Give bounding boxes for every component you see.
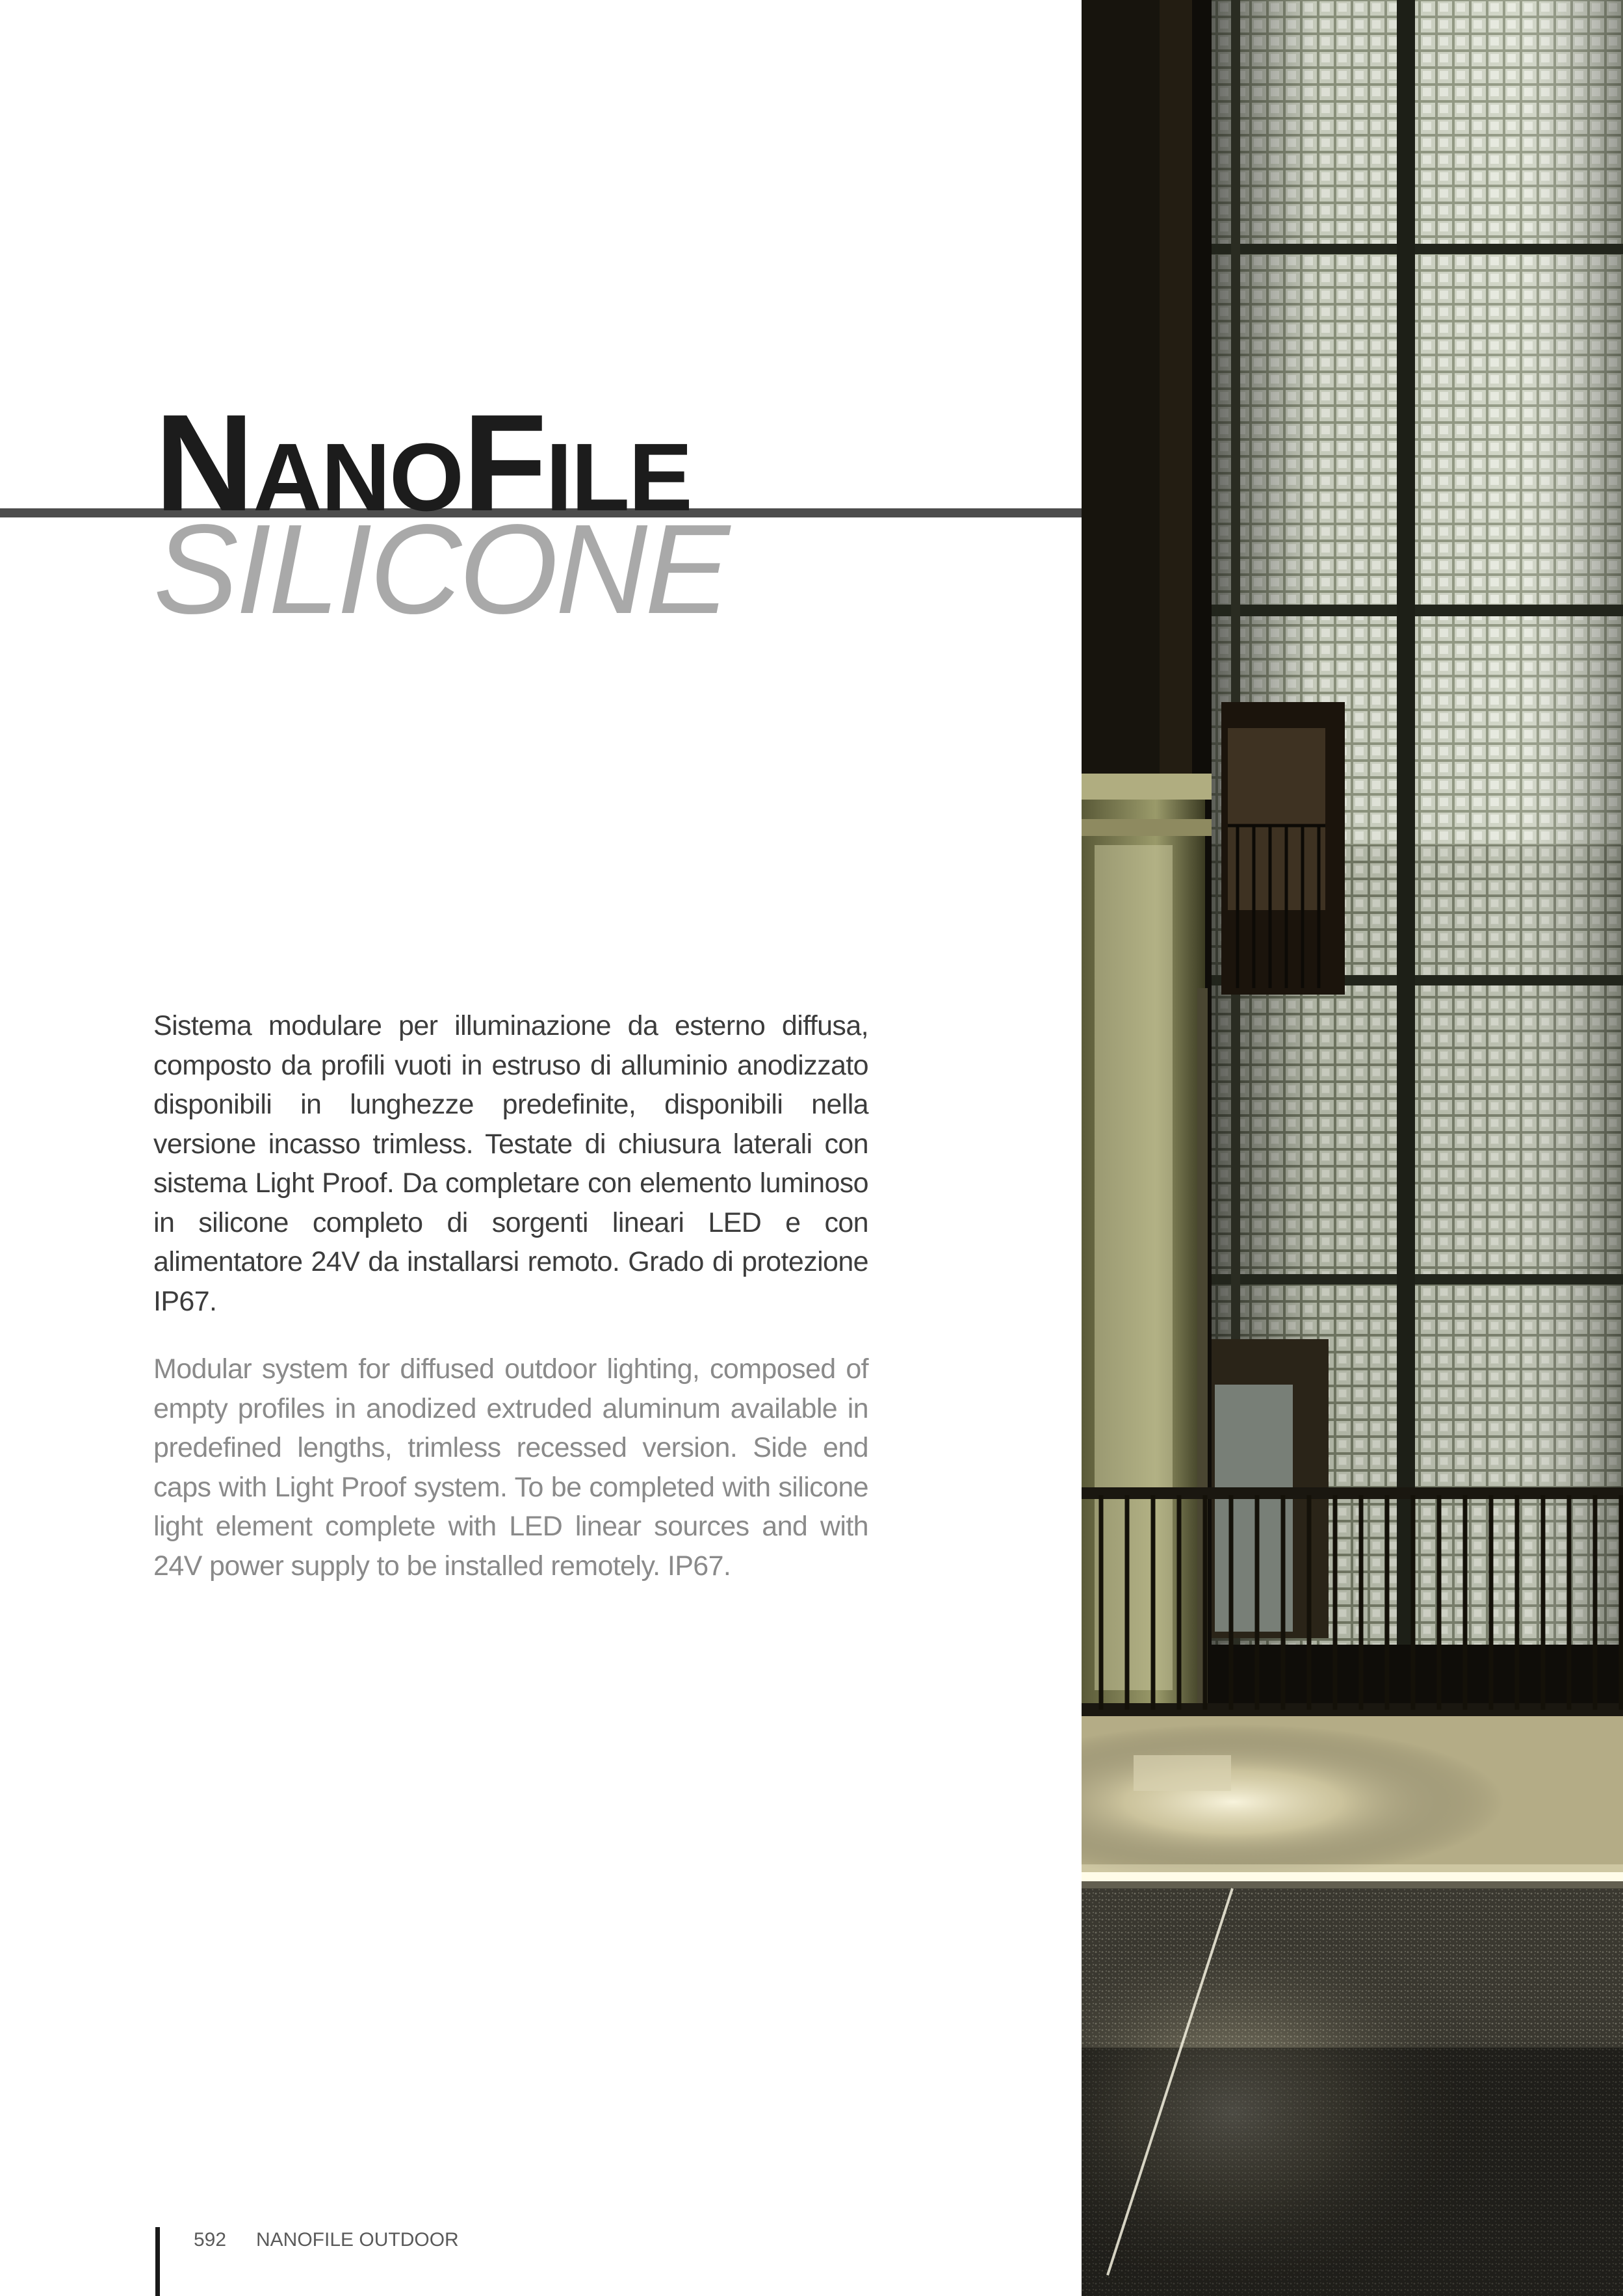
description-italian: Sistema modulare per illuminazione da esterno diffusa, composto da profili vuoti in estruso di alluminio anodizzato disponibili in lunghezze predefinite, disponibili nella versione incasso trimless. Testate di chiusura laterali con sistema Light Proof. Da completare con elemento luminoso in silicone completo di sorgenti lineari LED e con alimentatore 24V da installarsi remoto. Grado di protezione IP67.	[153, 1010, 868, 1317]
section-name: NANOFILE OUTDOOR	[256, 2229, 459, 2250]
glass-block-tower-night-icon	[1082, 0, 1623, 2296]
product-title: NanoFile	[155, 385, 692, 540]
description-english: Modular system for diffused outdoor lighting, composed of empty profiles in anodized extruded aluminum available in predefined lengths, trimless recessed version. Side end caps with Light Proof system. To be completed with silicone light element complete with LED linear sources and with 24V power supply to be installed remotely. IP67.	[153, 1353, 868, 1582]
product-photo	[1082, 0, 1623, 2296]
product-subtitle: SILICONE	[153, 498, 727, 640]
page-number: 592	[194, 2229, 227, 2250]
footer-bar	[155, 2227, 160, 2296]
